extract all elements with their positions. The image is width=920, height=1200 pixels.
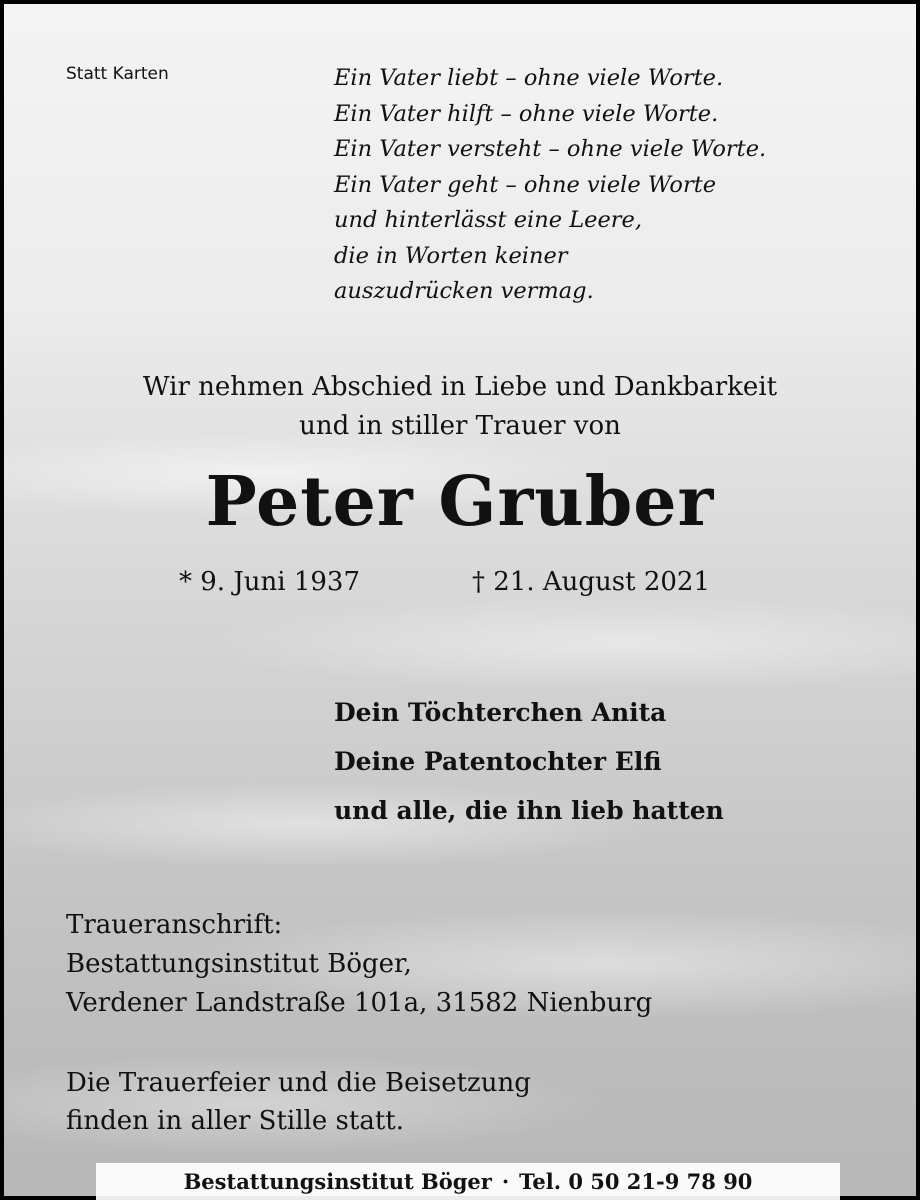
poem-line: Ein Vater geht – ohne viele Worte — [334, 171, 717, 198]
address-line-1: Bestattungsinstitut Böger, — [66, 949, 412, 979]
mourner-line: Deine Patentochter Elfi — [334, 747, 662, 776]
deceased-name: Peter Gruber — [205, 462, 715, 542]
poem-line: die in Worten keiner — [334, 242, 568, 269]
ceremony-note — [66, 1064, 531, 1140]
footer-company: Bestattungsinstitut Böger — [183, 1169, 492, 1194]
intro-line-1: Wir nehmen Abschied in Liebe und Dankbarkeit — [142, 372, 778, 402]
footer-phone: Tel. 0 50 21-9 78 90 — [519, 1169, 753, 1194]
mourner-line: Dein Töchterchen Anita — [334, 698, 667, 727]
poem-line: und hinterlässt eine Leere, — [334, 207, 642, 233]
footer-separator: · — [501, 1169, 510, 1194]
poem-line: Ein Vater liebt – ohne viele Worte. — [334, 65, 724, 91]
intro-line-2: und in stiller Trauer von — [299, 411, 621, 441]
mourner-line: und alle, die ihn lieb hatten — [334, 796, 724, 825]
intro-text — [4, 368, 916, 446]
ceremony-line-2: finden in aller Stille statt. — [66, 1106, 404, 1136]
address-line-2: Verdener Landstraße 101a, 31582 Nienburg — [66, 988, 653, 1018]
mourning-address — [66, 906, 652, 1023]
poem-line: Ein Vater hilft – ohne viele Worte. — [334, 100, 719, 127]
death-date: † 21. August 2021 — [472, 567, 711, 597]
birth-date: * 9. Juni 1937 — [179, 567, 360, 597]
address-label: Traueranschrift: — [66, 910, 283, 940]
poem — [334, 61, 766, 310]
poem-line: auszudrücken vermag. — [334, 278, 594, 304]
mourners-list — [334, 688, 724, 835]
poem-line: Ein Vater versteht – ohne viele Worte. — [334, 136, 767, 162]
statt-karten-label: Statt Karten — [66, 64, 169, 84]
ceremony-line-1: Die Trauerfeier und die Beisetzung — [66, 1068, 531, 1098]
footer-bar — [96, 1163, 840, 1200]
